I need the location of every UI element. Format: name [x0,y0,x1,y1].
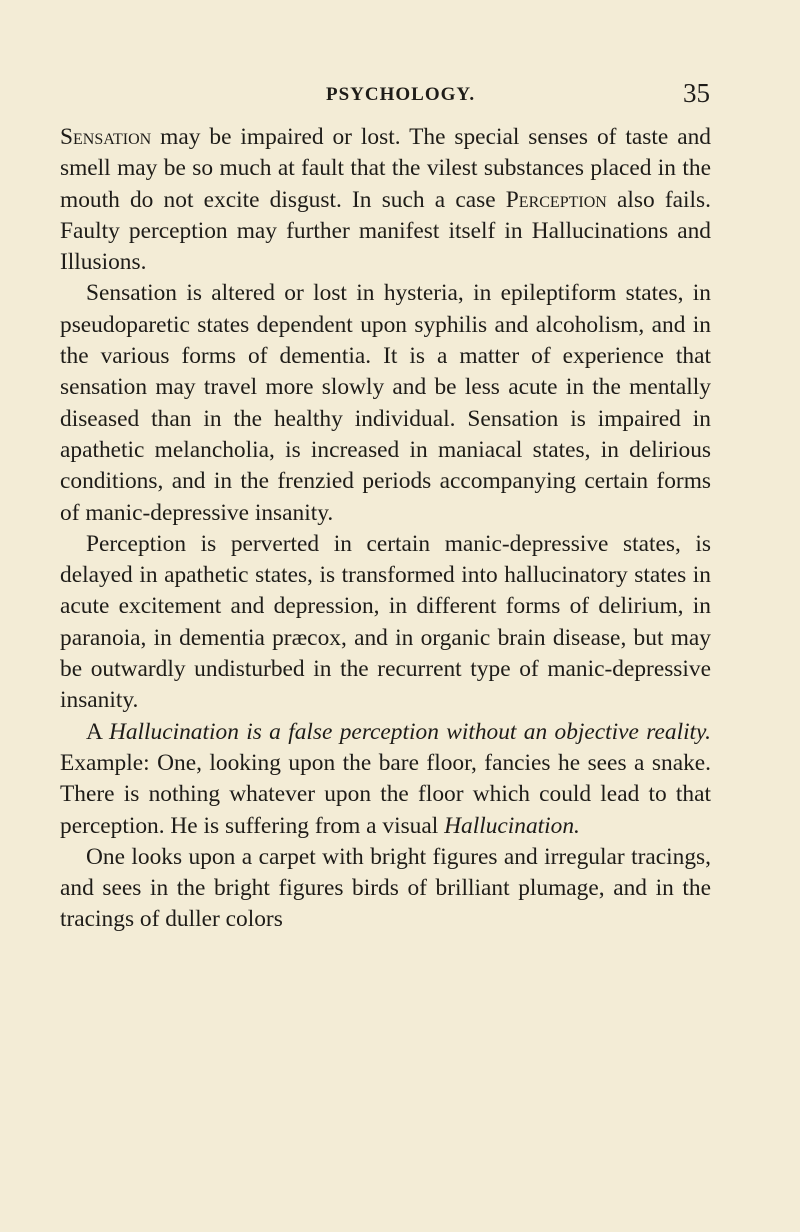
term-sensation: Sensation [60,124,152,150]
paragraph-text: also fails. Faulty perception may further manifest itself in Hallucinations and Illusions. [60,186,712,276]
paragraph-carpet-example: One looks upon a carpet with bright figures and irregular tracings, and sees in the bright figures birds of brilliant plumage, and in the tracings of duller colors [60,843,711,933]
body-text [60,122,711,936]
paragraph-sensation-altered: Sensation is altered or lost in hysteria, in epileptiform states, in pseudoparetic states dependent upon syphilis and alcoholism, and in the various forms of dementia. It is a matter of experience that sensation may travel more slowly and be less acute in the mentally diseased than in the healthy individual. Sensation is impaired in apathetic melancholia, is increased in maniacal states, in delirious conditions, and in the frenzied periods accompanying certain forms of manic-depressive insanity. [60,280,711,526]
term-perception: Perception [505,186,607,213]
page-number: 35 [683,78,710,108]
paragraph-sensation-impaired [60,122,711,278]
paragraph-perception-perverted: Perception is perverted in certain manic-depressive states, is delayed in apathetic states, is transformed into hallucinatory states in acute excitement and depression, in different forms of delirium, in paranoia, in dementia præcox, and in organic brain disease, but may be outwardly undisturbed in the recurrent type of manic-depressive insanity. [60,530,711,714]
paragraph-hallucination-definition [60,717,711,842]
paragraph-text: may be impaired or lost. The special senses of taste and smell may be so much at fault that the vilest substances placed in the mouth do not excite disgust. In such a case [60,124,711,213]
running-head [60,80,710,112]
paragraph-text: A [86,718,109,745]
paragraph-text: Example: One, looking upon the bare floor, fancies he sees a snake. There is nothing whatever upon the floor which could lead to that perception. He is suffering from a visual [60,749,711,839]
term-hallucination: Hallucination. [444,812,580,839]
running-head-title: PSYCHOLOGY. [326,84,476,105]
hallucination-definition: Hallucination is a false perception without an objective reality. [108,718,711,745]
